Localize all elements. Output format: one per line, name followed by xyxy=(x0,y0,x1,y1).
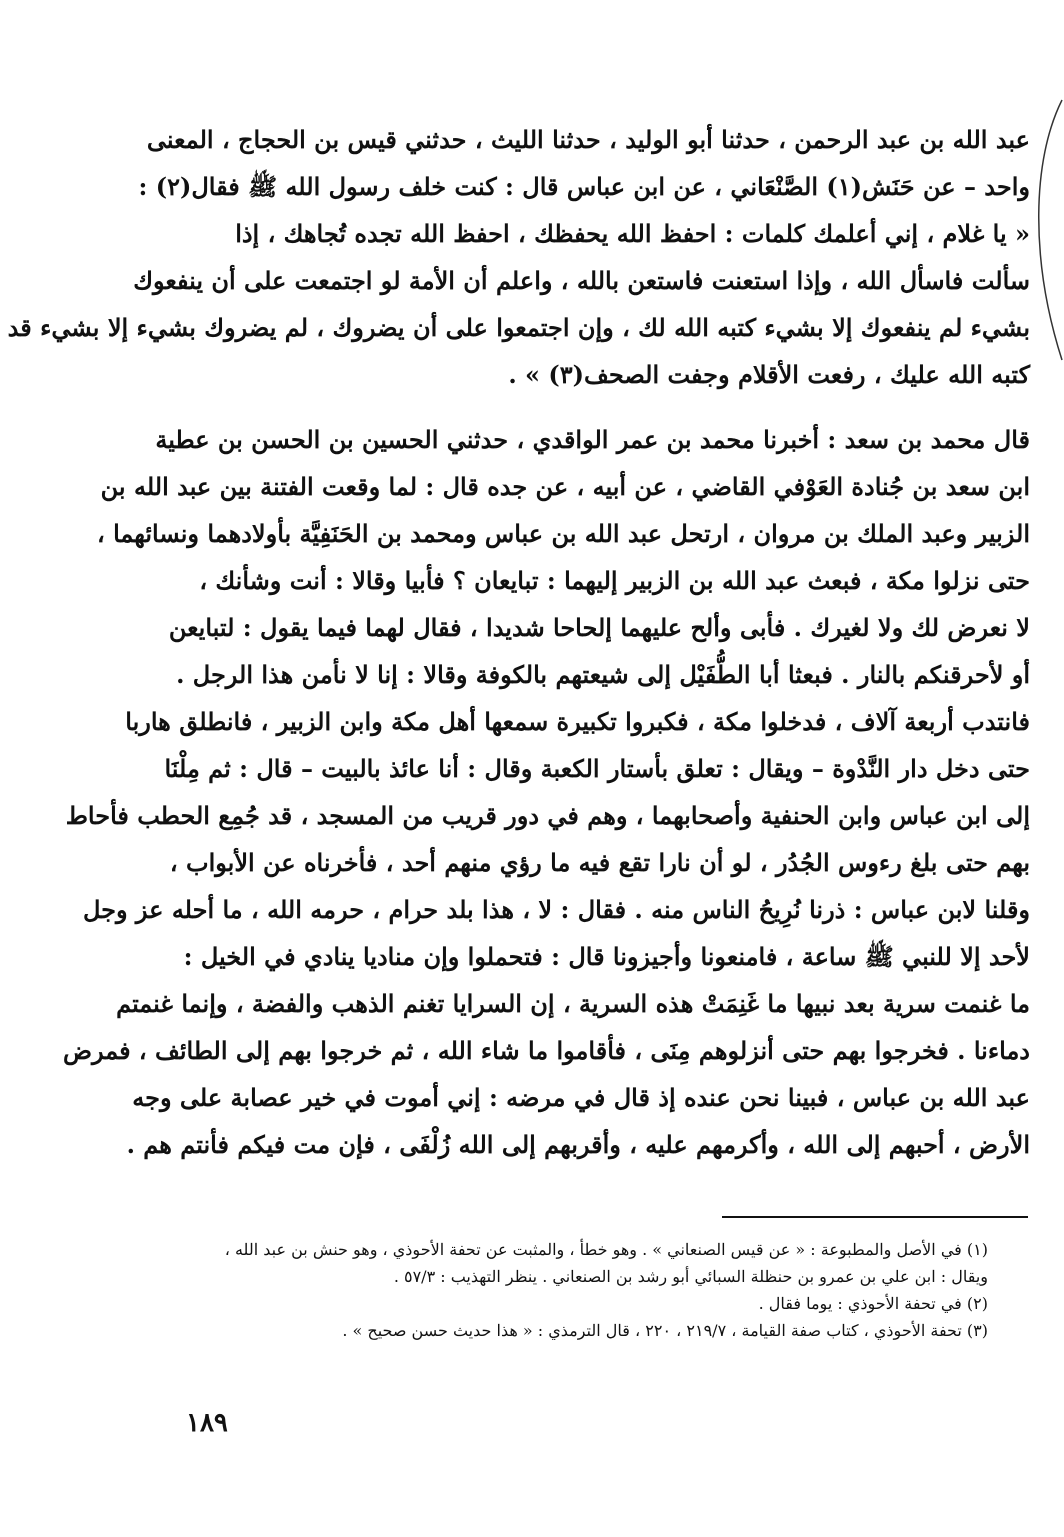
footnote-line: (١) في الأصل والمطبوعة : « عن قيس الصنعاني » . وهو خطأ ، والمثبت عن تحفة الأحوذي ، وهو حنش بن عبد الله ، xyxy=(224,1240,988,1259)
footnote-line: (٣) تحفة الأحوذي ، كتاب صفة القيامة ، ٢١٩/٧ ، ٢٢٠ ، قال الترمذي : « هذا حديث حسن صحيح » . xyxy=(342,1321,988,1340)
text-line: عبد الله بن عباس ، فبينا نحن عنده إذ قال في مرضه : إني أموت في خير عصابة على وجه xyxy=(132,1083,1030,1112)
text-line: حتى دخل دار النَّدْوة – ويقال : تعلق بأستار الكعبة وقال : أنا عائذ بالبيت – قال : ثم مِلْنَا xyxy=(164,754,1030,783)
page-number: ١٨٩ xyxy=(186,1408,228,1438)
text-line: وقلنا لابن عباس : ذرنا نُرِيحُ الناس منه . فقال : لا ، هذا بلد حرام ، حرمه الله ، ما أحله عز وجل xyxy=(82,895,1030,924)
text-line: واحد – عن حَنَش(١) الصَّنْعَاني ، عن ابن عباس قال : كنت خلف رسول الله ﷺ فقال(٢) : xyxy=(138,172,1030,201)
page-edge-curve xyxy=(1024,100,1064,360)
text-line: إلى ابن عباس وابن الحنفية وأصحابهما ، وهم في دور قريب من المسجد ، قد جُمِع الحطب فأحاط xyxy=(65,801,1030,830)
text-line: دماءنا . فخرجوا بهم حتى أنزلوهم مِنَى ، فأقاموا ما شاء الله ، ثم خرجوا بهم إلى الطائف ، فمرض xyxy=(62,1036,1030,1065)
text-line: حتى نزلوا مكة ، فبعث عبد الله بن الزبير إليهما : تبايعان ؟ فأبيا وقالا : أنت وشأنك ، xyxy=(199,566,1030,595)
narration-paragraph xyxy=(62,416,1030,1168)
text-line: بهم حتى بلغ رءوس الجُدُر ، لو أن نارا تقع فيه ما رؤي منهم أحد ، فأخرناه عن الأبواب ، xyxy=(169,848,1030,877)
text-line: عبد الله بن عبد الرحمن ، حدثنا أبو الوليد ، حدثنا الليث ، حدثني قيس بن الحجاج ، المعنى xyxy=(146,125,1030,154)
text-line: كتبه الله عليك ، رفعت الأقلام وجفت الصحف(٣) » . xyxy=(508,360,1030,389)
text-line: فانتدب أربعة آلاف ، فدخلوا مكة ، فكبروا تكبيرة سمعها أهل مكة وابن الزبير ، فانطلق هاربا xyxy=(125,707,1030,736)
footnote-line: ويقال : ابن علي بن عمرو بن حنظلة السبائي أبو رشد بن الصنعاني . ينظر التهذيب : ٥٧/٣ . xyxy=(393,1267,988,1286)
text-line: ما غنمت سرية بعد نبيها ما غَنِمَتْ هذه السرية ، إن السرايا تغنم الذهب والفضة ، وإنما غنمتم xyxy=(116,989,1030,1018)
footnotes xyxy=(150,1236,988,1344)
text-line: الزبير وعبد الملك بن مروان ، ارتحل عبد الله بن عباس ومحمد بن الحَنَفِيَّة بأولادهما ونسائهما ، xyxy=(97,519,1030,548)
footnote-divider xyxy=(722,1216,1028,1218)
hadith-paragraph xyxy=(7,116,1030,398)
footnote-line: (٢) في تحفة الأحوذي : يوما فقال . xyxy=(758,1294,988,1313)
text-line: لأحد إلا للنبي ﷺ ساعة ، فامنعونا وأجيزونا قال : فتحملوا وإن مناديا ينادي في الخيل : xyxy=(183,942,1030,971)
text-line: الأرض ، أحبهم إلى الله ، وأكرمهم عليه ، وأقربهم إلى الله زُلْفَى ، فإن مت فيكم فأنتم هم . xyxy=(126,1130,1030,1159)
text-line: قال محمد بن سعد : أخبرنا محمد بن عمر الواقدي ، حدثني الحسين بن الحسن بن عطية xyxy=(155,425,1030,454)
text-line: سألت فاسأل الله ، وإذا استعنت فاستعن بالله ، واعلم أن الأمة لو اجتمعت على أن ينفعوك xyxy=(133,266,1030,295)
text-line: بشيء لم ينفعوك إلا بشيء كتبه الله لك ، وإن اجتمعوا على أن يضروك ، لم يضروك بشيء إلا بشيء قد xyxy=(7,313,1030,342)
text-line: لا نعرض لك ولا لغيرك . فأبى وألح عليهما إلحاحا شديدا ، فقال لهما فيما يقول : لتبايعن xyxy=(168,613,1030,642)
text-line: ابن سعد بن جُنادة العَوْفي القاضي ، عن أبيه ، عن جده قال : لما وقعت الفتنة بين عبد الله بن xyxy=(100,472,1030,501)
text-line: أو لأحرقنكم بالنار . فبعثا أبا الطُّفَيْل إلى شيعتهم بالكوفة وقالا : إنا لا نأمن هذا الرجل . xyxy=(176,660,1030,689)
text-line: « يا غلام ، إني أعلمك كلمات : احفظ الله يحفظك ، احفظ الله تجده تُجاهك ، إذا xyxy=(235,219,1030,248)
